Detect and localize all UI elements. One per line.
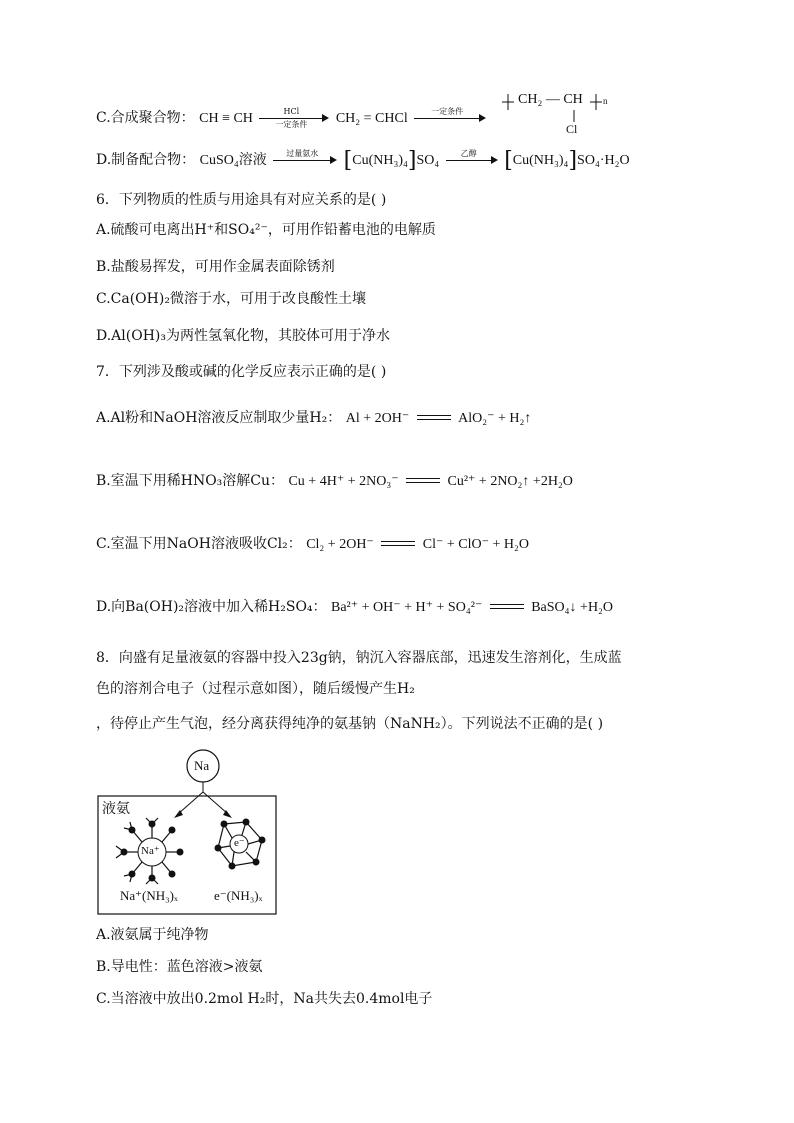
q7-d-rhs: BaSO₄↓ +H₂O <box>531 600 614 615</box>
q5-option-d <box>96 150 630 171</box>
fig-box-label: 液氨 <box>102 801 130 817</box>
q5-d-arrow1-above: 过量氨水 <box>286 149 319 158</box>
left-bracket: [ <box>343 148 353 173</box>
q5-d-complex: Cu(NH₃)₄ <box>352 153 408 168</box>
q5-d-arrow2-above: 乙醇 <box>460 149 477 158</box>
q7-a-text: A.Al粉和NaOH溶液反应制取少量H₂： <box>96 410 342 426</box>
q6-option-a: A.硫酸可电离出H⁺和SO₄²⁻，可用作铅蓄电池的电解质 <box>96 222 436 238</box>
q6-option-c: C.Ca(OH)₂微溶于水，可用于改良酸性土壤 <box>96 291 366 307</box>
q5-c-polymer-n: n <box>603 96 608 106</box>
fig-electron: e⁻ <box>234 837 245 849</box>
q7-b-rhs: Cu²⁺ + 2NO₂↑ +2H₂O <box>447 474 573 489</box>
q5-d-label: D.制备配合物： <box>96 152 196 168</box>
q5-c-arrow2 <box>414 108 486 128</box>
q7-d-lhs: Ba²⁺ + OH⁻ + H⁺ + SO₄²⁻ <box>331 600 483 615</box>
equals-sign <box>406 477 440 485</box>
equals-sign <box>417 414 451 422</box>
q5-c-reactant: CH ≡ CH <box>199 111 253 126</box>
q7-b-text: B.室温下用稀HNO₃溶解Cu： <box>96 473 285 489</box>
q5-c-polymer-sub: Cl <box>566 122 578 136</box>
q5-option-c <box>96 108 488 129</box>
q7-b-lhs: Cu + 4H⁺ + 2NO₃⁻ <box>288 474 399 489</box>
q5-c-polymer <box>502 92 622 140</box>
q8-stem-line2: 色的溶剂合电子（过程示意如图），随后缓慢产生H₂ <box>96 681 415 697</box>
q5-c-arrow1-below: 一定条件 <box>275 120 308 129</box>
q7-option-d <box>96 597 613 618</box>
q5-d-complex-2: Cu(NH₃)₄ <box>512 153 569 168</box>
q8-option-c: C.当溶液中放出0.2mol H₂时，Na共失去0.4mol电子 <box>96 991 433 1007</box>
q7-a-lhs: Al + 2OH⁻ <box>345 411 410 426</box>
fig-na-plus: Na⁺ <box>141 845 160 857</box>
q5-d-so4: SO₄ <box>416 153 440 168</box>
q5-d-reactant: CuSO₄溶液 <box>199 153 267 168</box>
q7-option-c <box>96 534 529 555</box>
q5-d-arrow2 <box>446 150 498 170</box>
q7-stem: 7．下列涉及酸或碱的化学反应表示正确的是( ) <box>96 364 387 380</box>
q7-d-text: D.向Ba(OH)₂溶液中加入稀H₂SO₄： <box>96 599 327 615</box>
q8-stem-line1: 8．向盛有足量液氨的容器中投入23g钠，钠沉入容器底部，迅速发生溶剂化，生成蓝 <box>96 650 622 666</box>
q8-stem-line3: ，待停止产生气泡，经分离获得纯净的氨基钠（NaNH₂）。下列说法不正确的是( ) <box>96 716 604 732</box>
q5-d-arrow1 <box>273 150 337 170</box>
q5-c-label: C.合成聚合物： <box>96 110 195 126</box>
q5-c-arrow1 <box>259 108 329 128</box>
q5-c-polymer-chain: CH₂ — CH <box>518 92 583 107</box>
q8-option-a: A.液氨属于纯净物 <box>96 927 209 943</box>
fig-na-label: Na <box>194 758 210 773</box>
equals-sign <box>490 603 524 611</box>
left-bracket: [ <box>504 148 513 173</box>
q7-option-a <box>96 408 531 429</box>
q6-stem: 6．下列物质的性质与用途具有对应关系的是( ) <box>96 192 387 208</box>
q8-option-b: B.导电性：蓝色溶液>液氨 <box>96 959 263 975</box>
q7-a-rhs: AlO₂⁻ + H₂↑ <box>458 411 532 426</box>
fig-right-caption: e⁻(NH₃)ₓ <box>214 888 263 903</box>
q7-c-rhs: Cl⁻ + ClO⁻ + H₂O <box>422 537 529 552</box>
q6-option-d: D.Al(OH)₃为两性氢氧化物，其胶体可用于净水 <box>96 328 390 344</box>
q6-option-b: B.盐酸易挥发，可用作金属表面除锈剂 <box>96 259 335 275</box>
q7-option-b <box>96 471 573 492</box>
fig-left-caption: Na⁺(NH₃)ₓ <box>120 888 178 903</box>
q5-c-arrow1-above: HCl <box>283 107 300 116</box>
q5-c-product1: CH₂ = CHCl <box>335 111 408 126</box>
q5-d-so4-2: SO₄ <box>577 153 600 168</box>
q7-c-lhs: Cl₂ + 2OH⁻ <box>306 537 374 552</box>
q5-d-water: ·H₂O <box>599 153 630 168</box>
solvation-diagram <box>96 748 280 916</box>
equals-sign <box>381 540 415 548</box>
q7-c-text: C.室温下用NaOH溶液吸收Cl₂： <box>96 536 302 552</box>
q5-c-arrow2-above: 一定条件 <box>431 107 464 116</box>
right-bracket: ] <box>407 148 417 173</box>
right-bracket: ] <box>568 148 578 173</box>
